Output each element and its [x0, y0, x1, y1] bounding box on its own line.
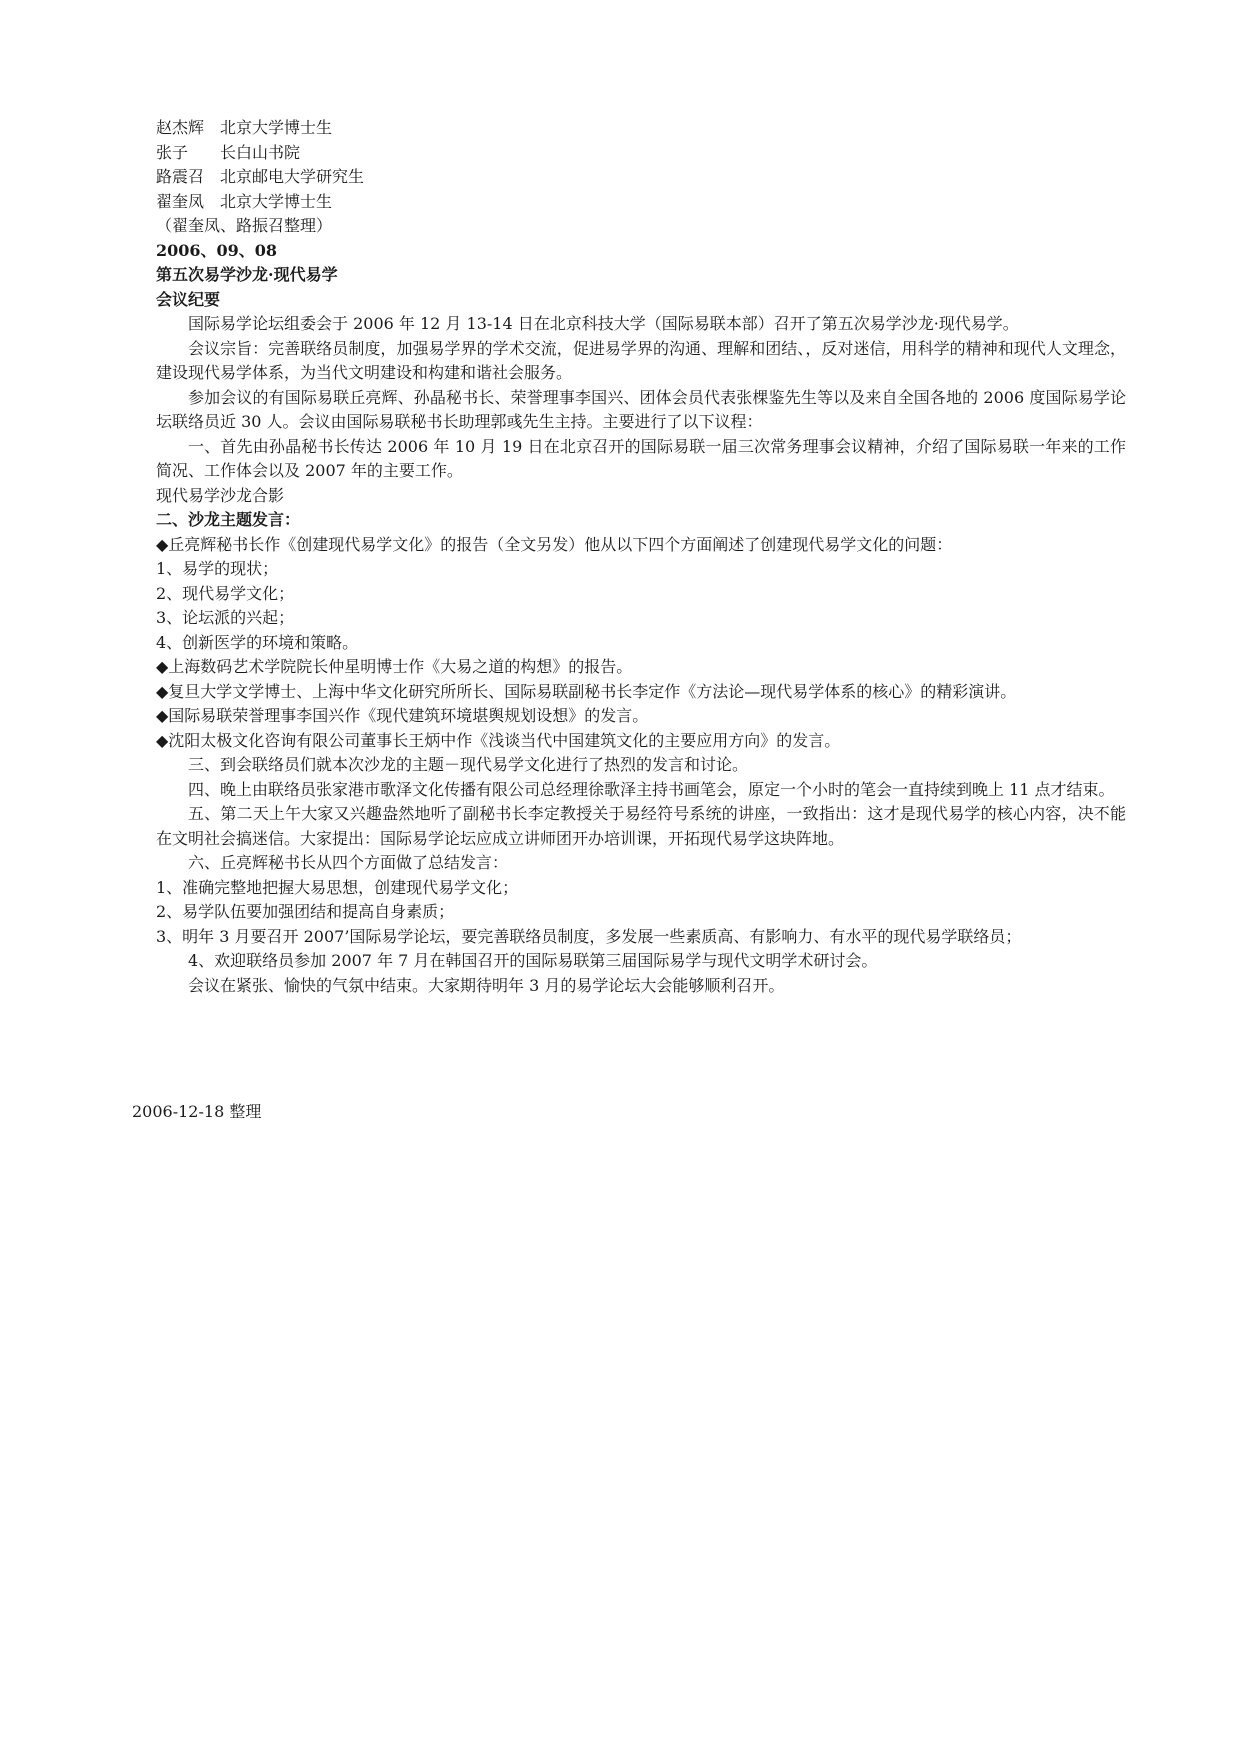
- paragraph-agenda-6: 六、丘亮辉秘书长从四个方面做了总结发言：: [188, 853, 509, 872]
- list-item: 4、欢迎联络员参加 2007 年 7 月在韩国召开的国际易联第三届国际易学与现代文明学术研讨会。: [188, 951, 878, 970]
- list-item: 3、论坛派的兴起；: [156, 608, 295, 627]
- list-item: 4、创新医学的环境和策略。: [156, 632, 359, 652]
- participant-row: [156, 165, 1126, 190]
- paragraph-agenda-4: 四、晚上由联络员张家港市歌泽文化传播有限公司总经理徐歌泽主持书画笔会，原定一个小时的笔会一直持续到晚上 11 点才结束。: [188, 779, 1115, 799]
- paragraph-attendees: 参加会议的有国际易联丘亮辉、孙晶秘书长、荣誉理事李国兴、团体会员代表张棵鉴先生等以及来自全国各地的 2006 度国际易学论坛联络员近 30 人。会议由国际易联秘书长助理郭彧先生主持。主要进行了以下议程：: [156, 387, 1126, 431]
- speech-item: ◆复旦大学文学博士、上海中华文化研究所所长、国际易联副秘书长李定作《方法论—现代易学体系的核心》的精彩演讲。: [156, 681, 1017, 701]
- paragraph-closing: 会议在紧张、愉快的气氛中结束。大家期待明年 3 月的易学论坛大会能够顺利召开。: [188, 975, 785, 995]
- participant-name: 张子: [156, 142, 189, 162]
- editors-note: （翟奎凤、路振召整理）: [156, 216, 333, 235]
- paragraph-purpose: 会议宗旨：完善联络员制度，加强易学界的学术交流，促进易学界的沟通、理解和团结、，反对迷信，用科学的精神和现代人文理念，建设现代易学体系，为当代文明建设和构建和谐社会服务。: [156, 338, 1126, 382]
- speech-item: ◆沈阳太极文化咨询有限公司董事长王炳中作《浅谈当代中国建筑文化的主要应用方向》的发言。: [156, 730, 841, 750]
- list-item: 1、准确完整地把握大易思想，创建现代易学文化；: [156, 877, 519, 897]
- section-heading-speeches: 二、沙龙主题发言：: [156, 510, 301, 529]
- date-line: 2006、09、08: [156, 240, 278, 260]
- salon-title: 第五次易学沙龙·现代易学: [156, 265, 338, 284]
- participant-org: 北京大学博士生: [220, 118, 333, 137]
- footer-date: 2006-12-18 整理: [132, 1102, 262, 1121]
- speech-item: ◆上海数码艺术学院院长仲星明博士作《大易之道的构想》的报告。: [156, 657, 633, 676]
- participant-row: [156, 141, 1126, 166]
- participant-list: [156, 116, 1126, 214]
- participant-name: 赵杰辉: [156, 118, 205, 137]
- list-item: 2、现代易学文化；: [156, 583, 295, 603]
- list-item: 2、易学队伍要加强团结和提高自身素质；: [156, 902, 455, 921]
- participant-name: 路震召: [156, 167, 205, 186]
- paragraph-agenda-5: 五、第二天上午大家又兴趣盎然地听了副秘书长李定教授关于易经符号系统的讲座，一致指出：这才是现代易学的核心内容，决不能在文明社会搞迷信。大家提出：国际易学论坛应成立讲师团开办培训课，开拓现代易学这块阵地。: [156, 804, 1126, 848]
- paragraph-agenda-1: 一、首先由孙晶秘书长传达 2006 年 10 月 19 日在北京召开的国际易联一届三次常务理事会议精神，介绍了国际易联一年来的工作简况、工作体会以及 2007 年的主要工作。: [156, 436, 1126, 480]
- list-item: 3、明年 3 月要召开 2007’国际易学论坛，要完善联络员制度，多发展一些素质高、有影响力、有水平的现代易学联络员；: [156, 926, 1022, 946]
- list-item: 1、易学的现状；: [156, 559, 279, 578]
- minutes-heading: 会议纪要: [156, 289, 221, 309]
- participant-row: [156, 190, 1126, 215]
- paragraph-intro: 国际易学论坛组委会于 2006 年 12 月 13-14 日在北京科技大学（国际易联本部）召开了第五次易学沙龙·现代易学。: [188, 314, 1019, 333]
- photo-caption: 现代易学沙龙合影: [156, 485, 285, 505]
- speech-item: ◆国际易联荣誉理事李国兴作《现代建筑环境堪舆规划设想》的发言。: [156, 706, 649, 725]
- participant-org: 北京大学博士生: [220, 191, 333, 211]
- participant-row: [156, 116, 1126, 141]
- participant-name: 翟奎凤: [156, 191, 205, 211]
- document-body: [156, 116, 1126, 998]
- participant-org: 长白山书院: [220, 142, 301, 162]
- speech-item: ◆丘亮辉秘书长作《创建现代易学文化》的报告（全文另发）他从以下四个方面阐述了创建现代易学文化的问题：: [156, 534, 953, 554]
- paragraph-agenda-3: 三、到会联络员们就本次沙龙的主题－现代易学文化进行了热烈的发言和讨论。: [188, 755, 749, 774]
- participant-org: 北京邮电大学研究生: [220, 167, 365, 186]
